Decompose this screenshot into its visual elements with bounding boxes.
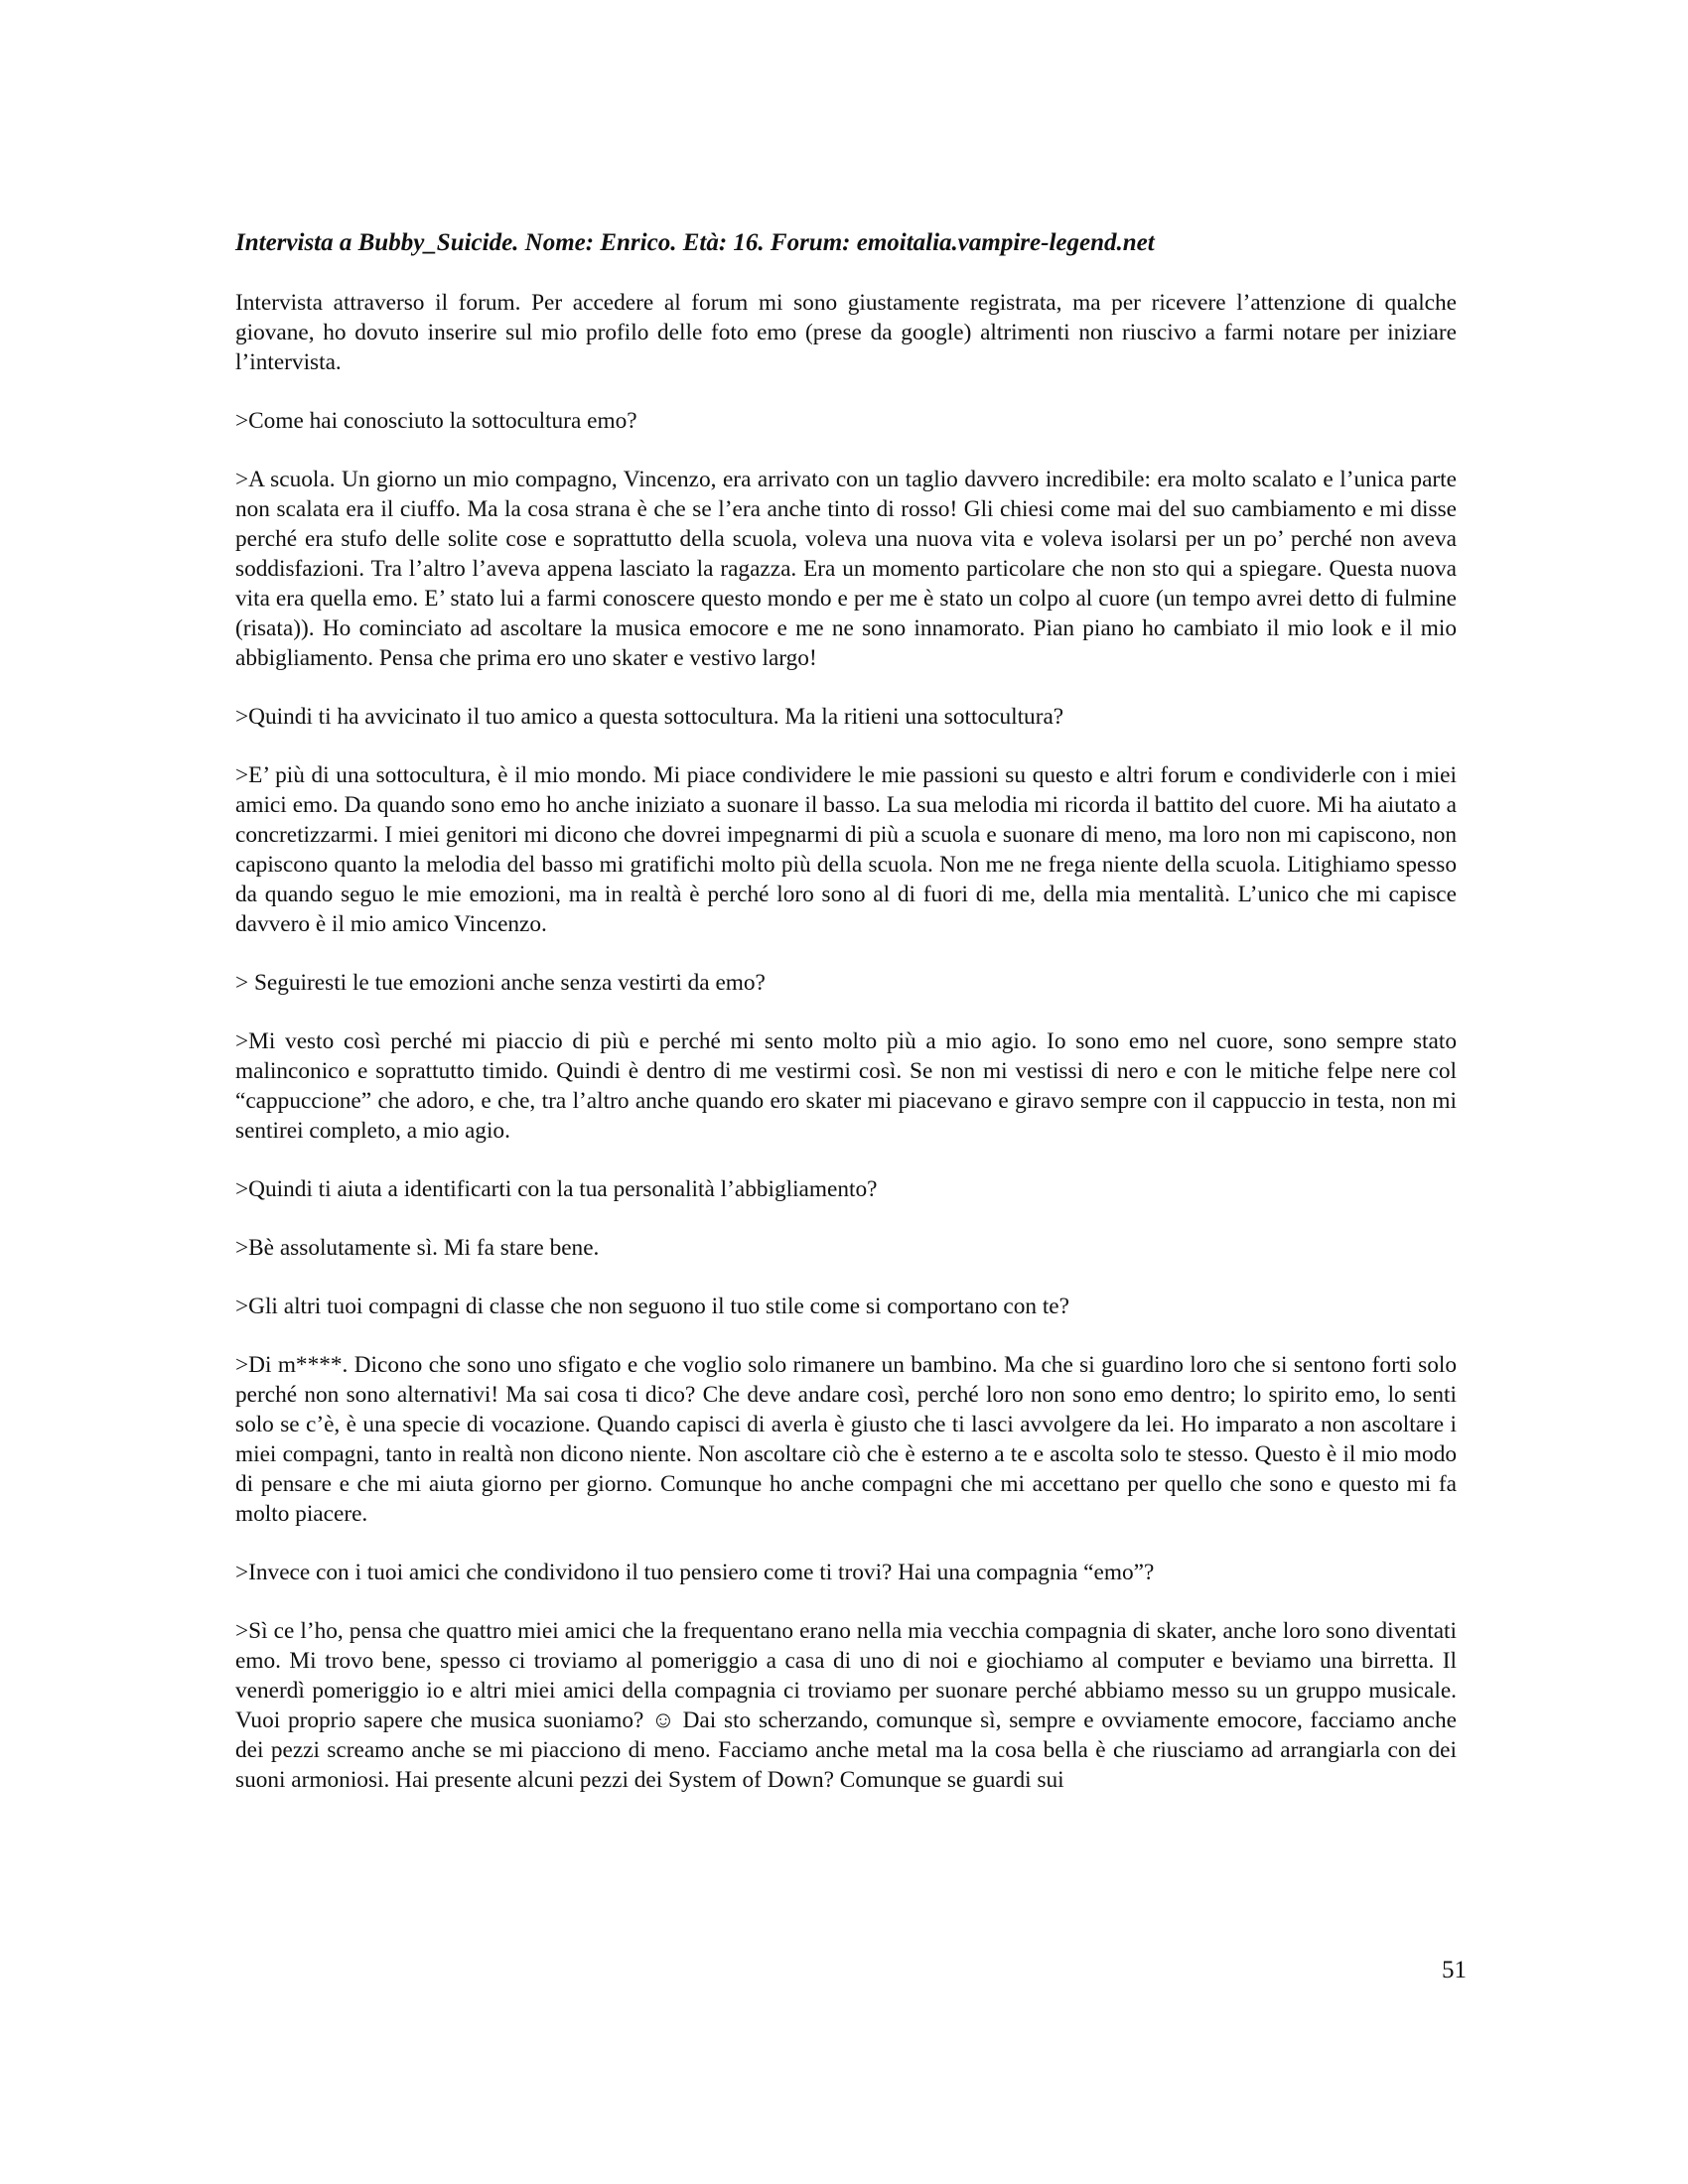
document-page <box>235 226 1457 1824</box>
answer-paragraph: >A scuola. Un giorno un mio compagno, Vincenzo, era arrivato con un taglio davvero incredibile: era molto scalato e l’unica parte non scalata era il ciuffo. Ma la cosa strana è che se l’era anche tinto di rosso! Gli chiesi come mai del suo cambiamento e mi disse perché era stufo delle solite cose e soprattutto della scuola, voleva una nuova vita e voleva isolarsi per un po’ perché non aveva soddisfazioni. Tra l’altro l’aveva appena lasciato la ragazza. Era un momento particolare che non sto qui a spiegare. Questa nuova vita era quella emo. E’ stato lui a farmi conoscere questo mondo e per me è stato un colpo al cuore (un tempo avrei detto di fulmine (risata)). Ho cominciato ad ascoltare la musica emocore e me ne sono innamorato. Pian piano ho cambiato il mio look e il mio abbigliamento. Pensa che prima ero uno skater e vestivo largo! <box>235 467 1457 671</box>
interview-title: Intervista a Bubby_Suicide. Nome: Enrico. Età: 16. Forum: emoitalia.vampire-legend.net <box>235 229 1155 256</box>
intro-paragraph: Intervista attraverso il forum. Per accedere al forum mi sono giustamente registrata, ma per ricevere l’attenzione di qualche giovane, ho dovuto inserire sul mio profilo delle foto emo (prese da google) altrimenti non riuscivo a farmi notare per iniziare l’intervista. <box>235 290 1457 375</box>
question-paragraph: > Seguiresti le tue emozioni anche senza vestirti da emo? <box>235 970 766 996</box>
answer-paragraph: >E’ più di una sottocultura, è il mio mondo. Mi piace condividere le mie passioni su questo e altri forum e condividerle con i miei amici emo. Da quando sono emo ho anche iniziato a suonare il basso. La sua melodia mi ricorda il battito del cuore. Mi ha aiutato a concretizzarmi. I miei genitori mi dicono che dovrei impegnarmi di più a scuola e suonare di meno, ma loro non mi capiscono, non capiscono quanto la melodia del basso mi gratifichi molto più della scuola. Non me ne frega niente della scuola. Litighiamo spesso da quando seguo le mie emozioni, ma in realtà è perché loro sono al di fuori di me, della mia mentalità. L’unico che mi capisce davvero è il mio amico Vincenzo. <box>235 762 1457 937</box>
question-paragraph: >Come hai conosciuto la sottocultura emo? <box>235 408 637 434</box>
question-paragraph: >Invece con i tuoi amici che condividono il tuo pensiero come ti trovi? Hai una compagnia “emo”? <box>235 1560 1155 1585</box>
answer-paragraph: >Bè assolutamente sì. Mi fa stare bene. <box>235 1235 600 1261</box>
question-paragraph: >Gli altri tuoi compagni di classe che non seguono il tuo stile come si comportano con te? <box>235 1294 1069 1319</box>
question-paragraph: >Quindi ti ha avvicinato il tuo amico a questa sottocultura. Ma la ritieni una sottocultura? <box>235 704 1064 730</box>
page-number: 51 <box>1442 1957 1467 1983</box>
answer-paragraph: >Sì ce l’ho, pensa che quattro miei amici che la frequentano erano nella mia vecchia compagnia di skater, anche loro sono diventati emo. Mi trovo bene, spesso ci troviamo al pomeriggio a casa di uno di noi e giochiamo al computer e beviamo una birretta. Il venerdì pomeriggio io e altri miei amici della compagnia ci troviamo per suonare perché abbiamo messo su un gruppo musicale. Vuoi proprio sapere che musica suoniamo? ☺ Dai sto scherzando, comunque sì, sempre e ovviamente emocore, facciamo anche dei pezzi screamo anche se mi piacciono di meno. Facciamo anche metal ma la cosa bella è che riusciamo ad arrangiarla con dei suoni armoniosi. Hai presente alcuni pezzi dei System of Down? Comunque se guardi sui <box>235 1618 1457 1793</box>
answer-paragraph: >Mi vesto così perché mi piaccio di più e perché mi sento molto più a mio agio. Io sono emo nel cuore, sono sempre stato malinconico e soprattutto timido. Quindi è dentro di me vestirmi così. Se non mi vestissi di nero e con le mitiche felpe nere col “cappuccione” che adoro, e che, tra l’altro anche quando ero skater mi piacevano e giravo sempre con il cappuccio in testa, non mi sentirei completo, a mio agio. <box>235 1028 1457 1144</box>
answer-paragraph: >Di m****. Dicono che sono uno sfigato e che voglio solo rimanere un bambino. Ma che si guardino loro che si sentono forti solo perché non sono alternativi! Ma sai cosa ti dico? Che deve andare così, perché loro non sono emo dentro; lo spirito emo, lo senti solo se c’è, è una specie di vocazione. Quando capisci di averla è giusto che ti lasci avvolgere da lei. Ho imparato a non ascoltare i miei compagni, tanto in realtà non dicono niente. Non ascoltare ciò che è esterno a te e ascolta solo te stesso. Questo è il mio modo di pensare e che mi aiuta giorno per giorno. Comunque ho anche compagni che mi accettano per quello che sono e questo mi fa molto piacere. <box>235 1352 1457 1527</box>
question-paragraph: >Quindi ti aiuta a identificarti con la tua personalità l’abbigliamento? <box>235 1176 878 1202</box>
